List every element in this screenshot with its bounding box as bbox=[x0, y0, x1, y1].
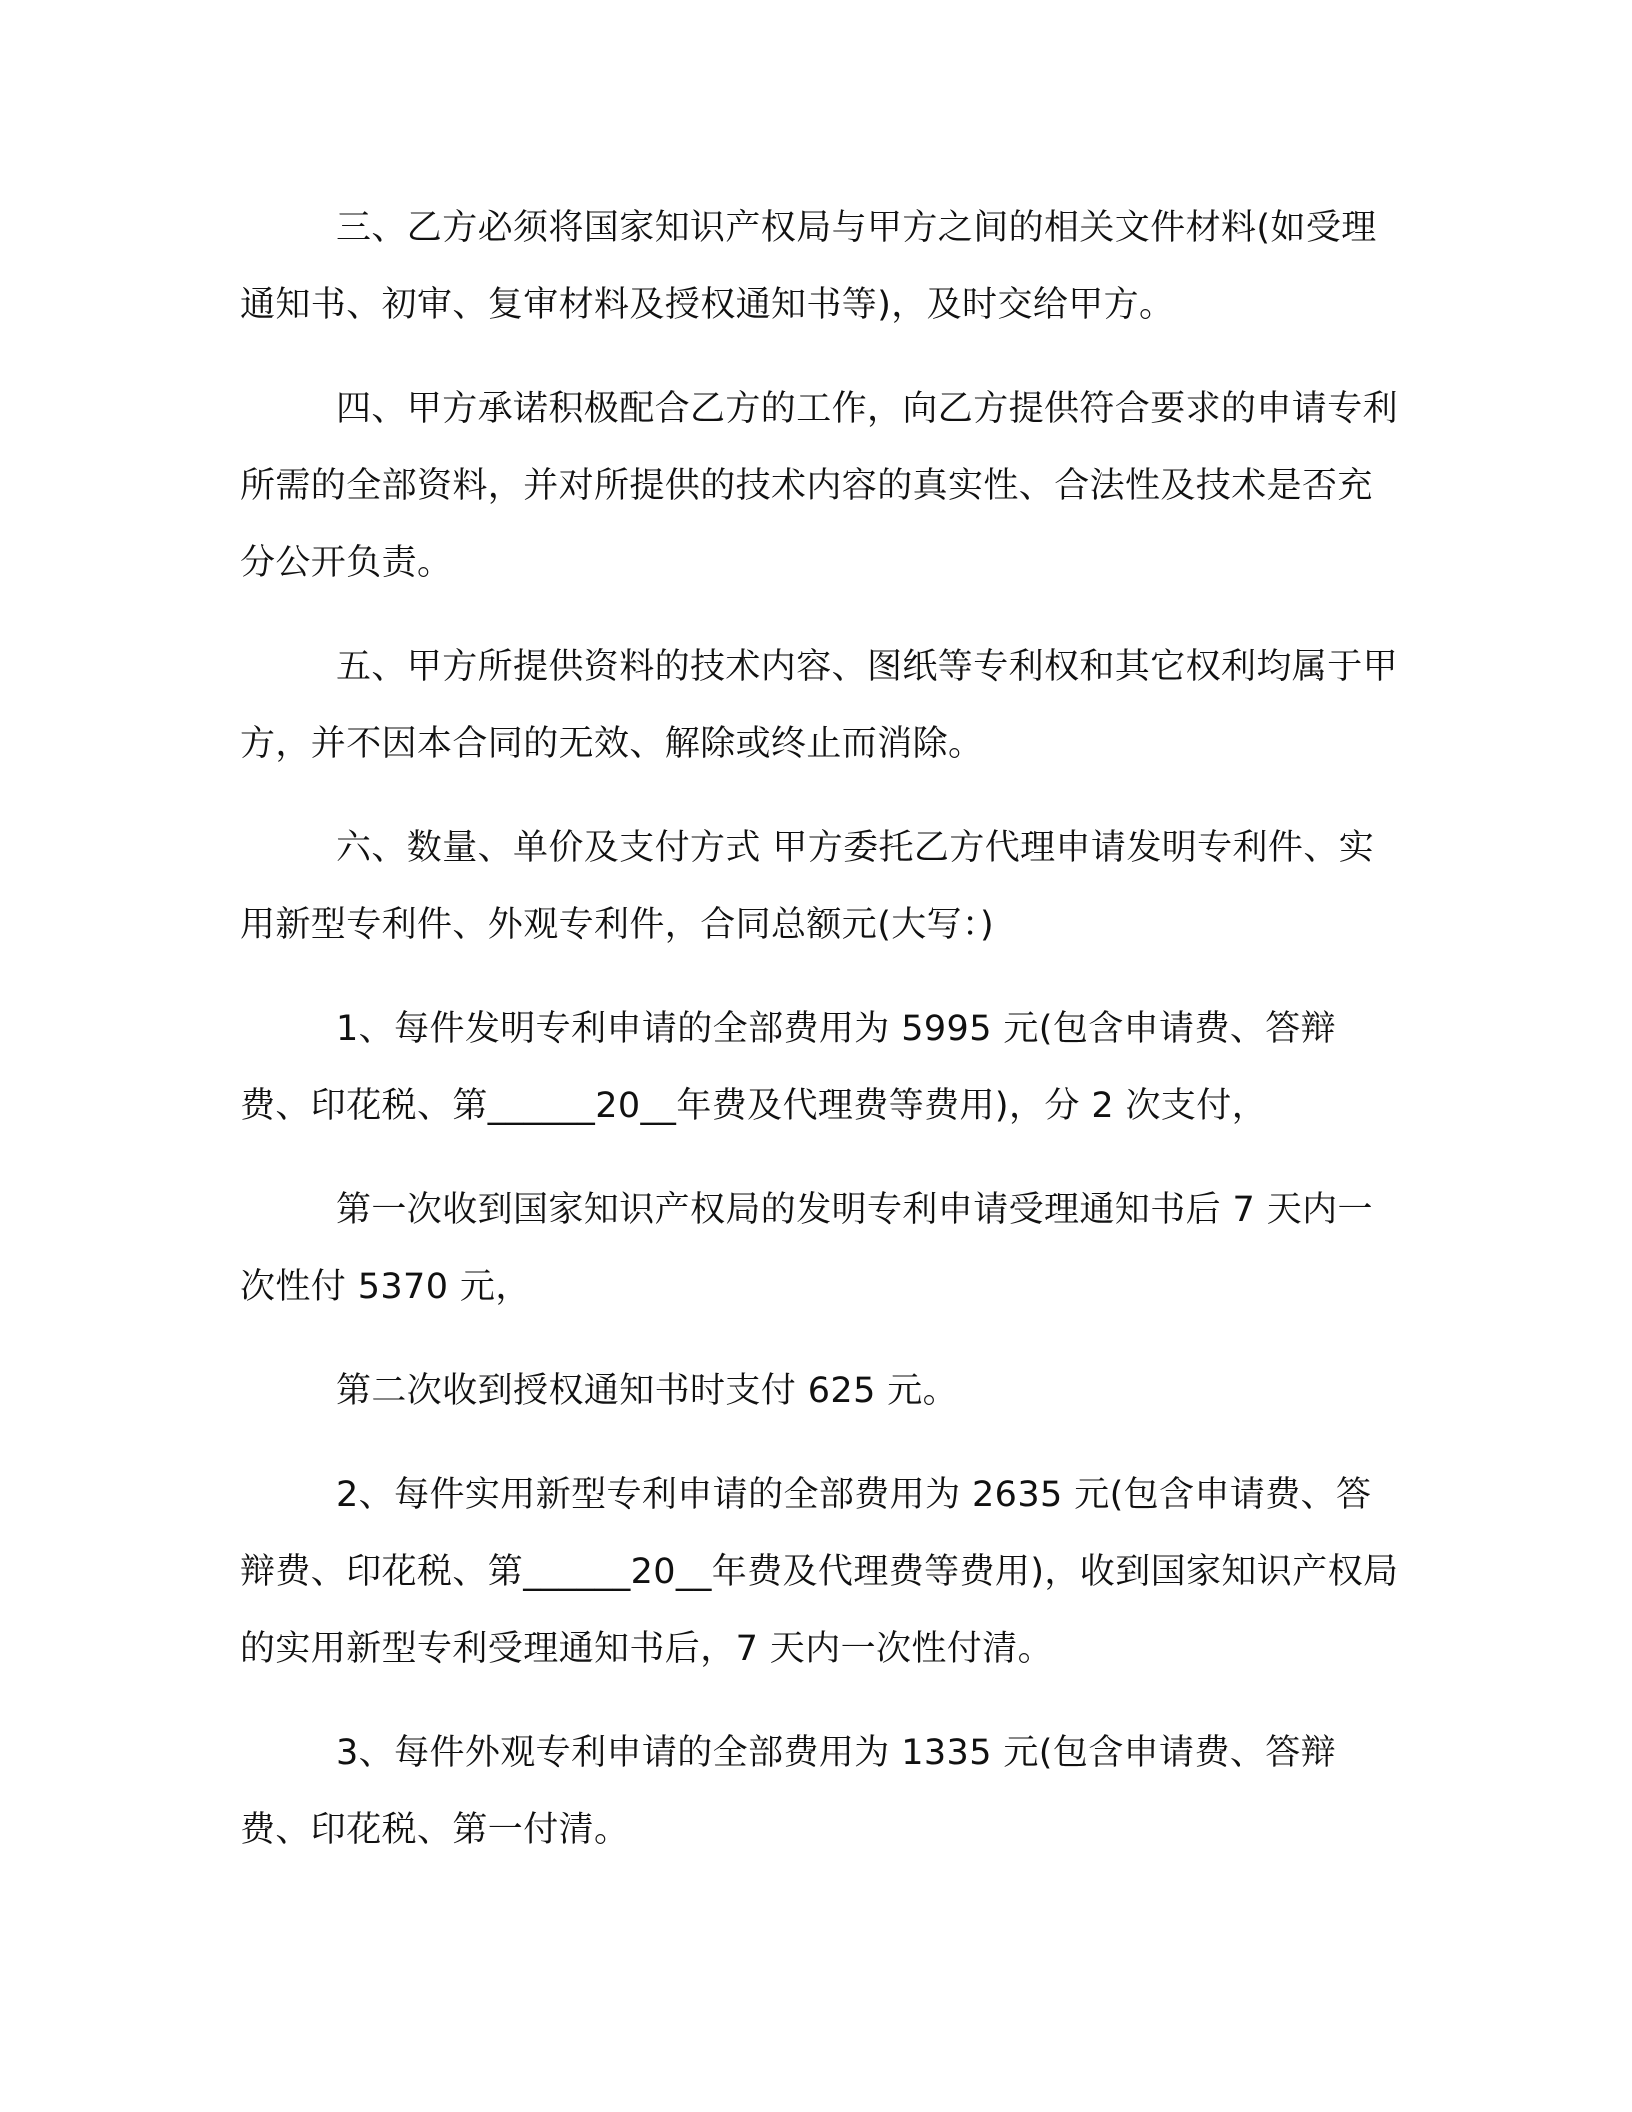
paragraph-item-3-design-fee: 3、每件外观专利申请的全部费用为 1335 元(包含申请费、答辩费、印花税、第一付清。 bbox=[240, 1733, 1337, 1850]
paragraph-item-2-utility-model-fee: 2、每件实用新型专利申请的全部费用为 2635 元(包含申请费、答辩费、印花税、第______20__年费及代理费等费用)，收到国家知识产权局的实用新型专利受理通知书后，7 天内一次性付清。 bbox=[240, 1475, 1399, 1669]
document-body bbox=[240, 190, 1400, 1896]
paragraph-clause-6: 六、数量、单价及支付方式 甲方委托乙方代理申请发明专利件、实用新型专利件、外观专利件，合同总额元(大写：) bbox=[240, 828, 1375, 945]
paragraph-first-payment: 第一次收到国家知识产权局的发明专利申请受理通知书后 7 天内一次性付 5370 元， bbox=[240, 1190, 1373, 1307]
paragraph-clause-3: 三、乙方必须将国家知识产权局与甲方之间的相关文件材料(如受理通知书、初审、复审材料及授权通知书等)，及时交给甲方。 bbox=[240, 208, 1377, 325]
paragraph-clause-4: 四、甲方承诺积极配合乙方的工作，向乙方提供符合要求的申请专利所需的全部资料，并对所提供的技术内容的真实性、合法性及技术是否充分公开负责。 bbox=[240, 389, 1399, 583]
paragraph-clause-5: 五、甲方所提供资料的技术内容、图纸等专利权和其它权利均属于甲方，并不因本合同的无效、解除或终止而消除。 bbox=[240, 647, 1399, 764]
paragraph-second-payment: 第二次收到授权通知书时支付 625 元。 bbox=[336, 1371, 959, 1411]
paragraph-item-1-invention-fee: 1、每件发明专利申请的全部费用为 5995 元(包含申请费、答辩费、印花税、第______20__年费及代理费等费用)，分 2 次支付， bbox=[240, 1009, 1337, 1126]
